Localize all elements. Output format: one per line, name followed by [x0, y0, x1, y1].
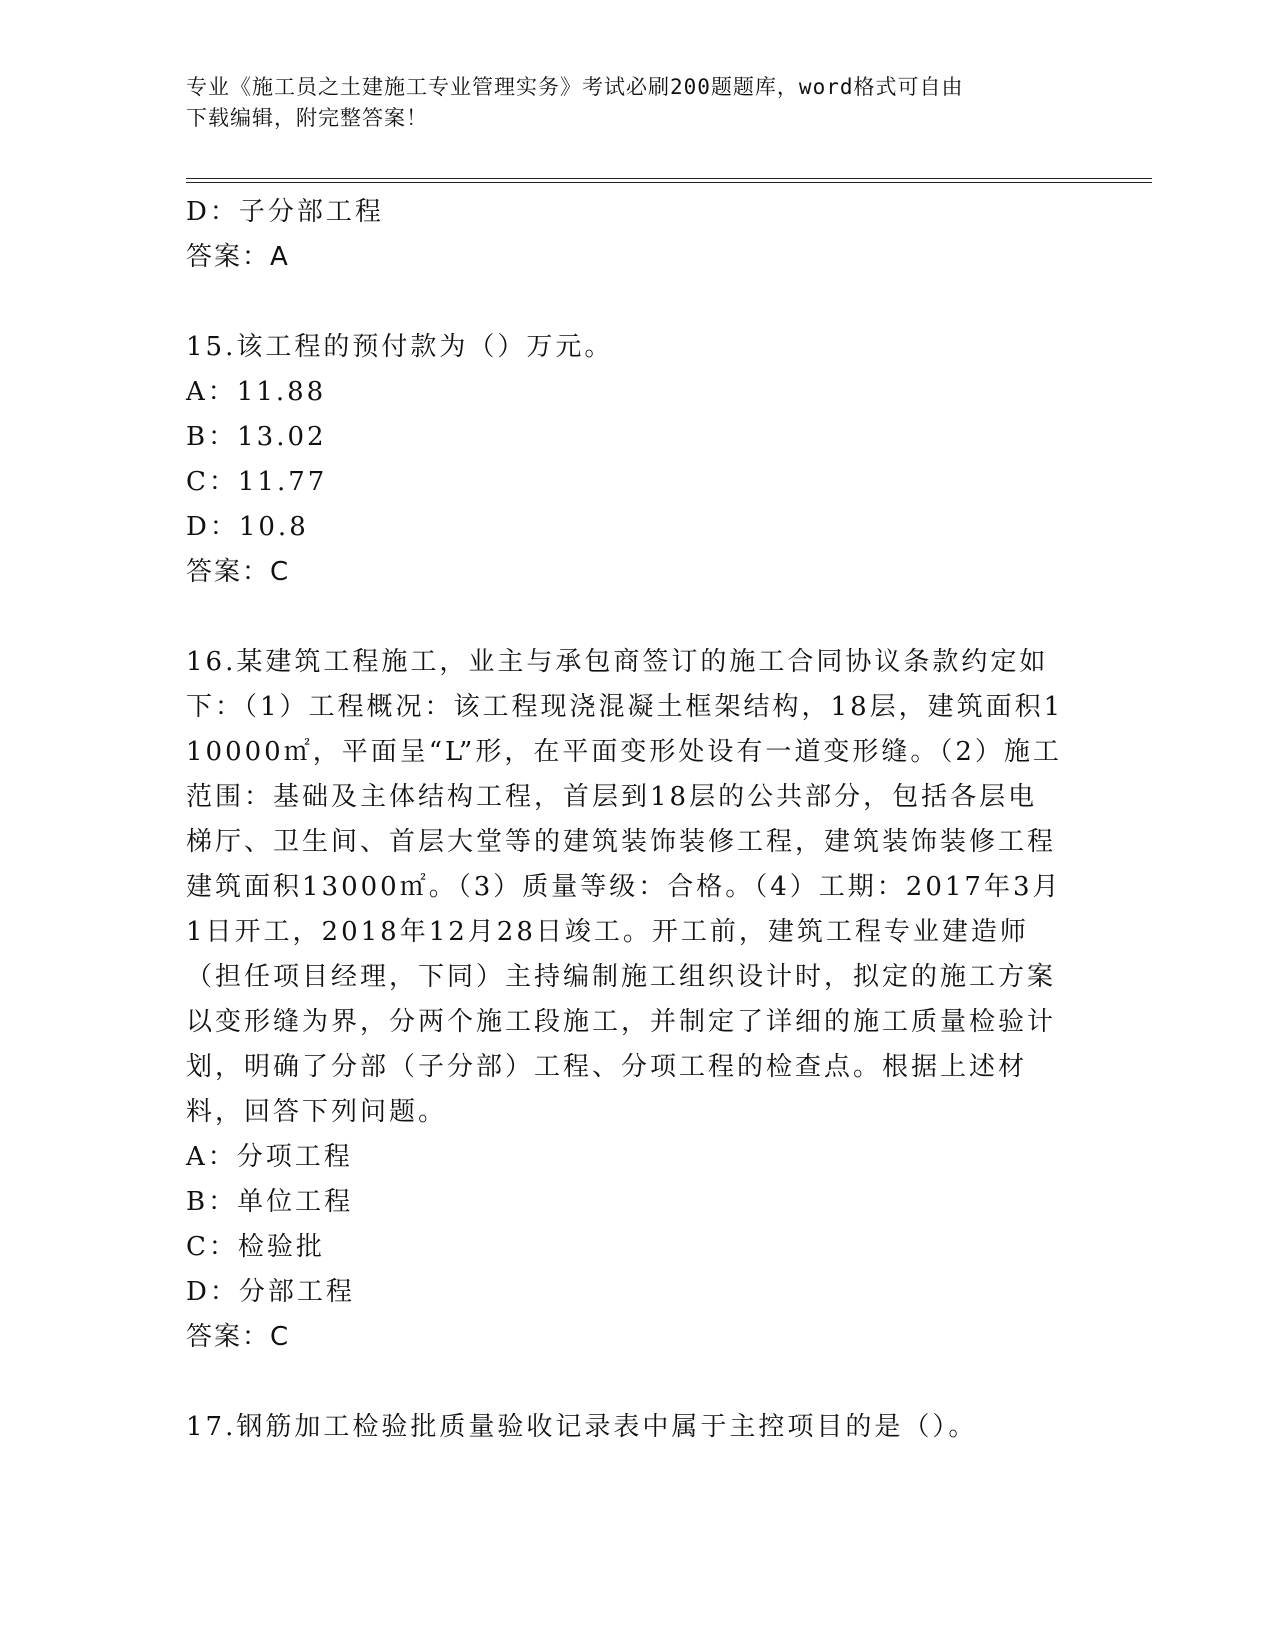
q15-question: 15.该工程的预付款为（）万元。	[186, 332, 614, 362]
q15-option-d: D：10.8	[186, 512, 309, 542]
spacer	[186, 1360, 1066, 1405]
q17-question: 17.钢筋加工检验批质量验收记录表中属于主控项目的是（）。	[186, 1412, 978, 1442]
header-divider-bottom	[186, 182, 1152, 183]
q16-option-a: A：分项工程	[186, 1142, 353, 1172]
q16-option-d: D：分部工程	[186, 1277, 355, 1307]
header-divider-top	[186, 178, 1152, 179]
q15-option-b: B：13.02	[186, 422, 327, 452]
spacer	[186, 280, 1066, 325]
spacer	[186, 595, 1066, 640]
q14-answer: 答案：A	[186, 242, 290, 272]
q16-question: 16.某建筑工程施工，业主与承包商签订的施工合同协议条款约定如下：（1）工程概况：该工程现浇混凝土框架结构，18层，建筑面积110000㎡，平面呈“L”形，在平面变形处设有一道变形缝。（2）施工范围：基础及主体结构工程，首层到18层的公共部分，包括各层电梯厅、卫生间、首层大堂等的建筑装饰装修工程，建筑装饰装修工程建筑面积13000㎡。（3）质量等级：合格。（4）工期：2017年3月1日开工，2018年12月28日竣工。开工前，建筑工程专业建造师（担任项目经理，下同）主持编制施工组织设计时，拟定的施工方案以变形缝为界，分两个施工段施工，并制定了详细的施工质量检验计划，明确了分部（子分部）工程、分项工程的检查点。根据上述材料，回答下列问题。	[186, 647, 1064, 1127]
question-content	[186, 190, 1066, 1450]
header-title-line-1: 专业《施工员之土建施工专业管理实务》考试必刷200题题库，word格式可自由	[186, 75, 964, 99]
q15-answer: 答案：C	[186, 557, 291, 587]
q16-option-b: B：单位工程	[186, 1187, 354, 1217]
q16-answer: 答案：C	[186, 1322, 291, 1352]
q15-option-c: C：11.77	[186, 467, 328, 497]
q16-option-c: C：检验批	[186, 1232, 325, 1262]
q14-option-d: D：子分部工程	[186, 197, 384, 227]
q15-option-a: A：11.88	[186, 377, 327, 407]
document-header	[186, 72, 1056, 134]
header-title-line-2: 下载编辑，附完整答案！	[186, 106, 428, 130]
